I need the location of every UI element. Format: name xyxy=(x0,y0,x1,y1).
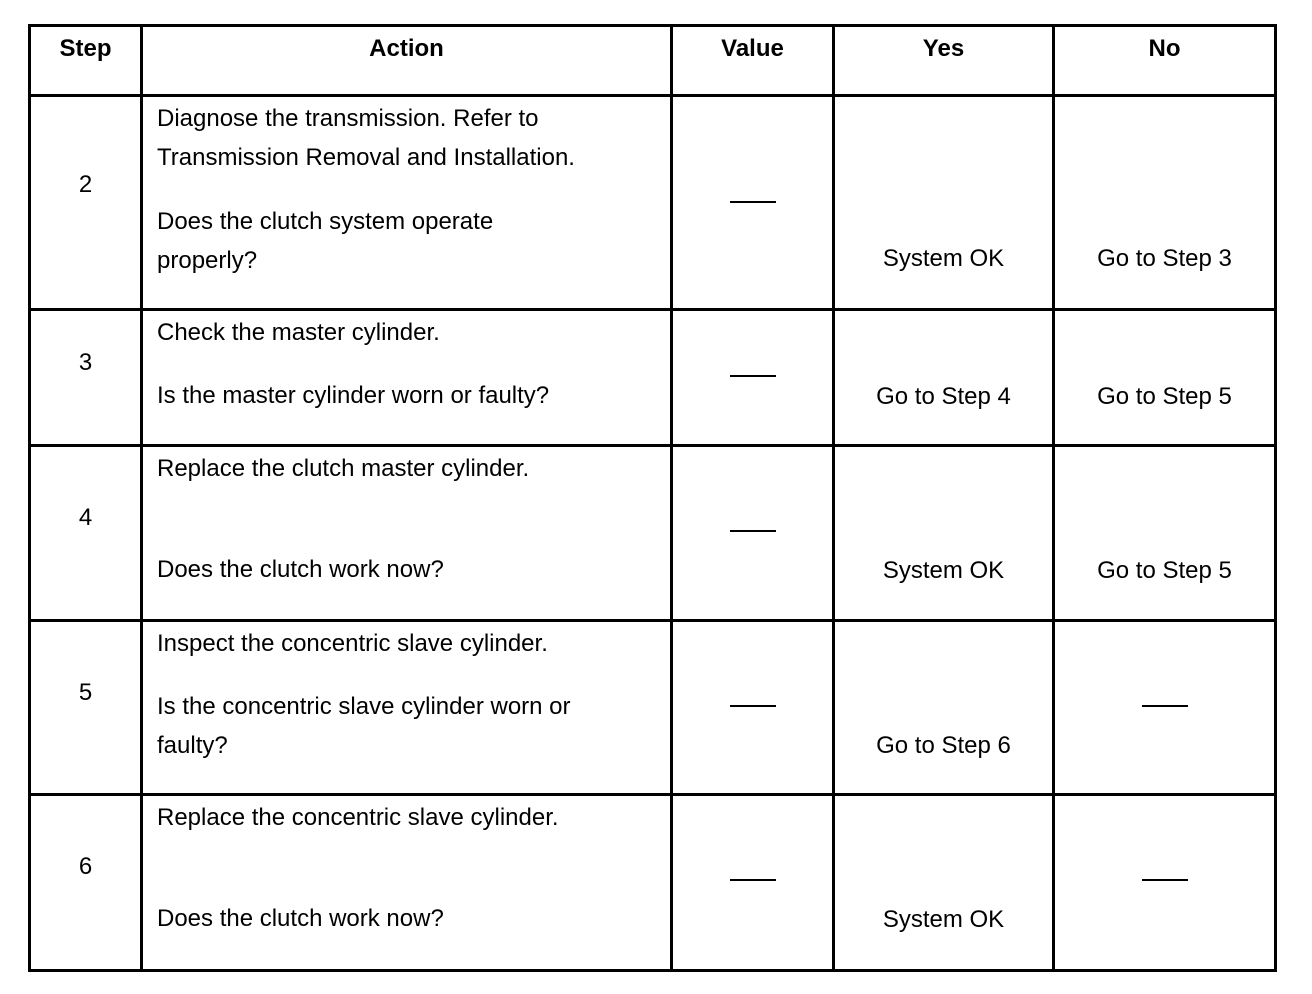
value-cell xyxy=(672,96,834,310)
question-line: Is the master cylinder worn or faulty? xyxy=(157,381,550,409)
step-number: 6 xyxy=(78,853,93,881)
question-line: Is the concentric slave cylinder worn or xyxy=(157,692,571,720)
no-outcome: Go to Step 3 xyxy=(1097,245,1232,272)
action-line: Transmission Removal and Installation. xyxy=(157,144,575,171)
table-row xyxy=(30,309,1276,445)
value-dash xyxy=(730,530,776,532)
value-cell xyxy=(672,446,834,621)
value-dash xyxy=(730,879,776,881)
action-question xyxy=(157,899,660,938)
diagnostic-table-sheet xyxy=(28,24,1274,972)
header-step: Step xyxy=(30,26,142,96)
question-line: Does the clutch work now? xyxy=(157,556,444,584)
action-cell xyxy=(142,96,672,310)
step-cell xyxy=(30,309,142,445)
step-number: 5 xyxy=(78,678,93,706)
table-row xyxy=(30,795,1276,971)
yes-cell xyxy=(834,309,1054,445)
action-question xyxy=(157,550,660,589)
no-outcome: Go to Step 5 xyxy=(1097,382,1232,410)
step-number: 2 xyxy=(78,171,93,198)
question-line: faulty? xyxy=(157,731,228,759)
question-line: Does the clutch system operate xyxy=(157,208,494,235)
action-cell xyxy=(142,309,672,445)
action-text xyxy=(157,624,660,663)
step-cell xyxy=(30,795,142,971)
question-line: Does the clutch work now? xyxy=(157,905,444,933)
action-line: Inspect the concentric slave cylinder. xyxy=(157,629,548,657)
step-cell xyxy=(30,96,142,310)
yes-cell xyxy=(834,446,1054,621)
action-cell xyxy=(142,795,672,971)
value-cell xyxy=(672,309,834,445)
action-text xyxy=(157,99,660,177)
yes-outcome: System OK xyxy=(882,557,1005,585)
action-line: Check the master cylinder. xyxy=(157,318,440,346)
question-line: properly? xyxy=(157,247,258,274)
value-dash xyxy=(730,201,776,203)
no-cell xyxy=(1054,620,1276,795)
action-text xyxy=(157,798,660,837)
no-dash xyxy=(1142,705,1188,707)
yes-outcome: Go to Step 6 xyxy=(876,731,1011,759)
action-question xyxy=(157,687,660,765)
table-row xyxy=(30,446,1276,621)
diagnostic-table xyxy=(28,24,1277,972)
value-cell xyxy=(672,795,834,971)
action-line: Replace the concentric slave cylinder. xyxy=(157,804,559,832)
action-question xyxy=(157,376,660,415)
value-dash xyxy=(730,375,776,377)
action-cell xyxy=(142,620,672,795)
step-number: 3 xyxy=(78,348,93,376)
no-dash xyxy=(1142,879,1188,881)
action-line: Diagnose the transmission. Refer to xyxy=(157,105,539,132)
no-cell xyxy=(1054,96,1276,310)
value-dash xyxy=(730,705,776,707)
no-cell xyxy=(1054,309,1276,445)
no-cell xyxy=(1054,446,1276,621)
no-outcome: Go to Step 5 xyxy=(1097,557,1232,585)
yes-outcome: System OK xyxy=(882,906,1005,934)
header-action: Action xyxy=(142,26,672,96)
action-line: Replace the clutch master cylinder. xyxy=(157,455,530,483)
yes-cell xyxy=(834,620,1054,795)
action-text xyxy=(157,313,660,352)
step-number: 4 xyxy=(78,504,93,532)
header-row xyxy=(30,26,1276,96)
yes-cell xyxy=(834,795,1054,971)
action-cell xyxy=(142,446,672,621)
value-cell xyxy=(672,620,834,795)
yes-cell xyxy=(834,96,1054,310)
table-row xyxy=(30,96,1276,310)
yes-outcome: System OK xyxy=(882,245,1005,272)
header-value: Value xyxy=(672,26,834,96)
yes-outcome: Go to Step 4 xyxy=(876,382,1011,410)
no-cell xyxy=(1054,795,1276,971)
header-no: No xyxy=(1054,26,1276,96)
action-question xyxy=(157,202,660,280)
header-yes: Yes xyxy=(834,26,1054,96)
action-text xyxy=(157,449,660,488)
step-cell xyxy=(30,446,142,621)
table-row xyxy=(30,620,1276,795)
step-cell xyxy=(30,620,142,795)
